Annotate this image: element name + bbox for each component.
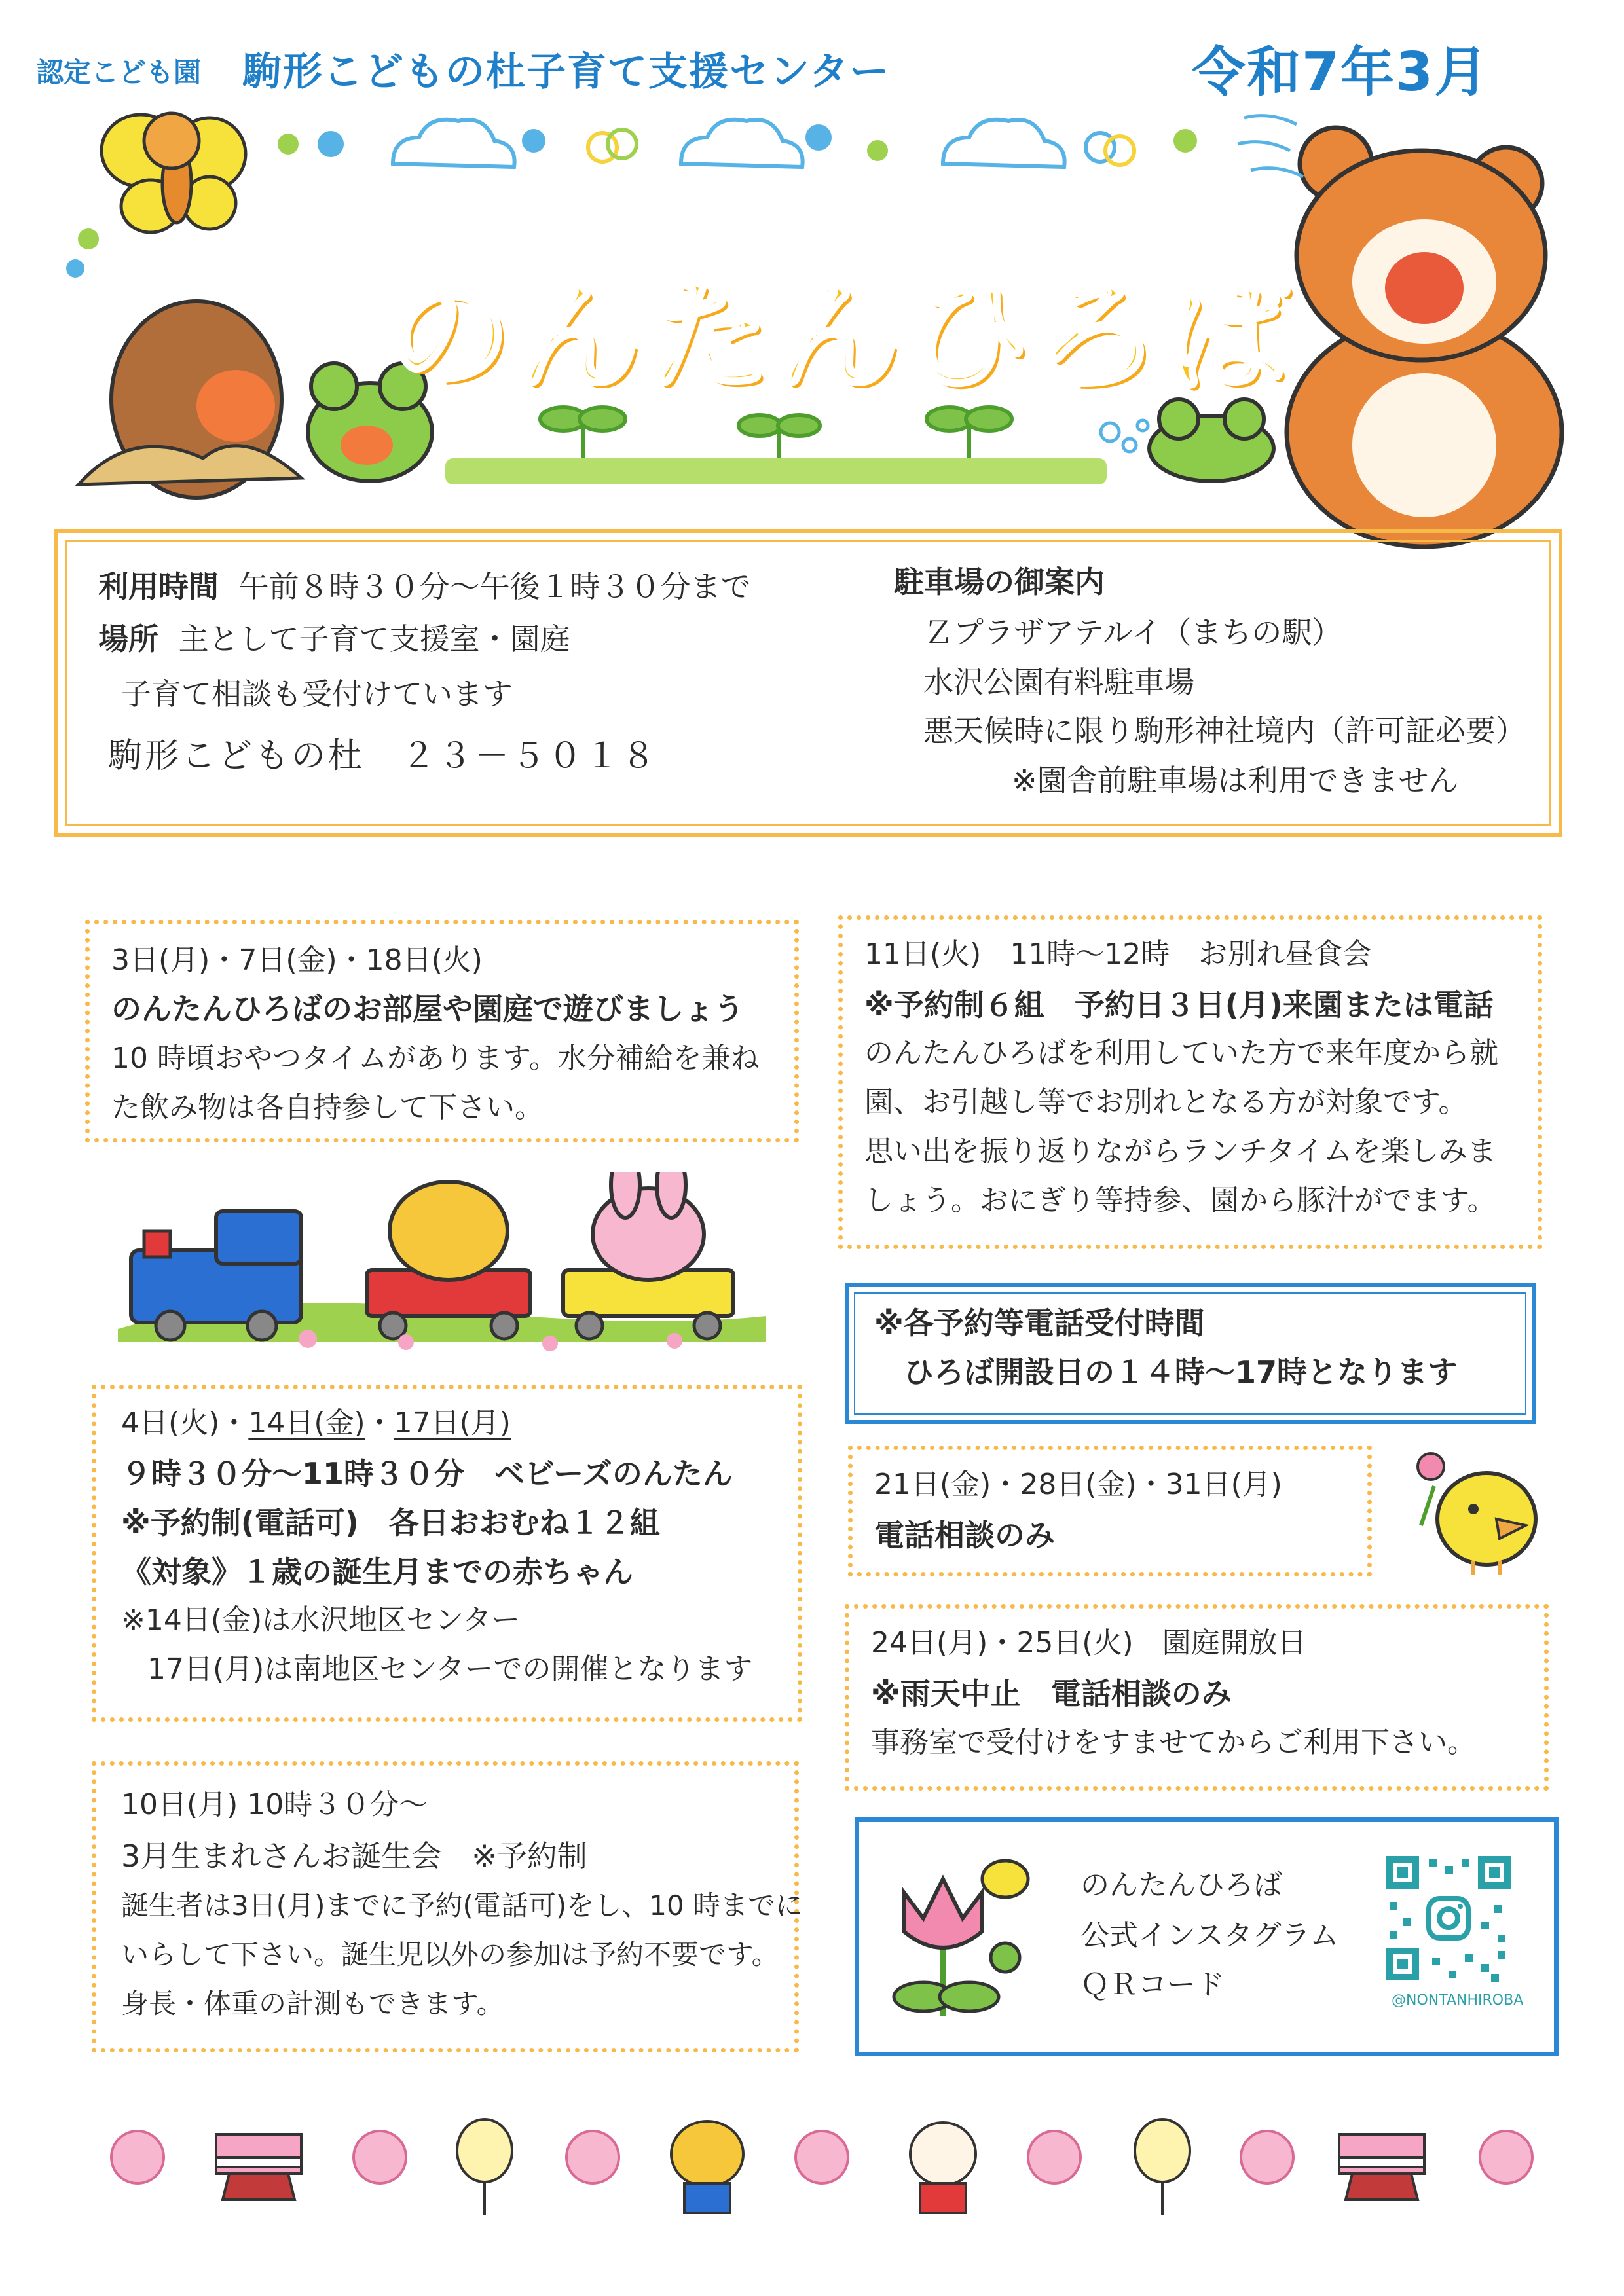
box4-dates: 21日(金)・28日(金)・31日(月) <box>874 1468 1282 1501</box>
box3-line1: ９時３０分～11時３０分 ベビーズのんたん <box>121 1456 733 1491</box>
insta-line2: 公式インスタグラム <box>1080 1919 1339 1952</box>
place-label: 場所 <box>98 621 158 657</box>
box3-line3: 《対象》１歳の誕生月までの赤ちゃん <box>121 1554 633 1590</box>
insta-line1: のんたんひろば <box>1080 1868 1282 1902</box>
hours-label: 利用時間 <box>98 569 219 604</box>
phone-line: 駒形こどもの杜 ２３－５０１８ <box>108 737 659 776</box>
event-box-phone-consult <box>848 1446 1372 1576</box>
parking-item-3: 悪天候時に限り駒形神社境内（許可証必要） <box>923 713 1526 748</box>
box3-line5: 17日(月)は南地区センターでの開催となります <box>147 1652 753 1686</box>
box3-date-17: 17日(月) <box>394 1406 511 1440</box>
issue-date: 令和7年3月 <box>1192 41 1490 103</box>
box2-line4: 思い出を振り返りながらランチタイムを楽しみま <box>864 1135 1496 1168</box>
parking-item-1: Ｚプラザアテルイ（まちの駅） <box>923 615 1342 650</box>
box2-line1: ※予約制６組 予約日３日(月)来園または電話 <box>864 987 1494 1023</box>
box4-line1: 電話相談のみ <box>874 1518 1055 1553</box>
org-name: 駒形こどもの杜子育て支援センター <box>242 49 891 95</box>
box1-dates: 3日(月)・7日(金)・18日(火) <box>111 943 483 977</box>
box3-date-sep: ・ <box>365 1406 394 1440</box>
box1-line1: のんたんひろばのお部屋や園庭で遊びましょう <box>111 991 744 1027</box>
train-illustration <box>118 1172 773 1355</box>
tulip-illustration <box>884 1853 1041 2023</box>
box5-title: 24日(月)・25日(火) 園庭開放日 <box>871 1626 1306 1660</box>
qr-code-icon[interactable] <box>1383 1853 1514 1984</box>
box3-date-14: 14日(金) <box>248 1406 365 1440</box>
insta-line3: ＱＲコード <box>1080 1968 1225 2001</box>
parking-title: 駐車場の御案内 <box>894 564 1105 600</box>
box6-line3: いらして下さい。誕生児以外の参加は予約不要です。 <box>121 1939 779 1971</box>
box5-line2: 事務室で受付けをすませてからご利用下さい。 <box>871 1726 1476 1759</box>
box2-line5: しょう。おにぎり等持参、園から豚汁がでます。 <box>864 1184 1496 1217</box>
box6-line2: 誕生者は3日(月)までに予約(電話可)をし、10 時までに <box>121 1889 803 1922</box>
hours-row <box>98 564 751 610</box>
place-value: 主として子育て支援室・園庭 <box>178 621 570 657</box>
phone-hours-line2: ひろば開設日の１４時～17時となります <box>904 1355 1458 1390</box>
box6-line4: 身長・体重の計測もできます。 <box>121 1988 504 2020</box>
footer-decoration <box>0 2095 1624 2226</box>
box3-line4: ※14日(金)は水沢地区センター <box>121 1603 521 1637</box>
box3-dates <box>121 1406 511 1440</box>
hours-value: 午前８時３０分～午後１時３０分まで <box>238 569 751 604</box>
parking-item-2: 水沢公園有料駐車場 <box>923 665 1194 700</box>
box2-title: 11日(火) 11時～12時 お別れ昼食会 <box>864 938 1372 971</box>
box2-line3: 園、お引越し等でお別れとなる方が対象です。 <box>864 1085 1467 1119</box>
place-row <box>98 617 570 662</box>
box1-line3: た飲み物は各自持参して下さい。 <box>111 1091 544 1124</box>
parking-note: ※園舎前駐車場は利用できません <box>1012 763 1459 798</box>
box3-line2: ※予約制(電話可) 各日おおむね１２組 <box>121 1505 660 1540</box>
chick-illustration <box>1408 1427 1552 1578</box>
phone-hours-line1: ※各予約等電話受付時間 <box>874 1305 1205 1341</box>
main-title: のんたんひろば <box>386 263 1295 408</box>
phone-hours-box <box>845 1283 1536 1424</box>
box3-date-4: 4日(火)・ <box>121 1406 249 1440</box>
box2-line2: のんたんひろばを利用していた方で来年度から就 <box>864 1036 1498 1070</box>
box6-line1: 3月生まれさんお誕生会 ※予約制 <box>121 1838 587 1874</box>
insta-handle: @NONTANHIROBA <box>1392 1992 1524 2009</box>
org-type-label: 認定こども園 <box>36 56 202 88</box>
consult-text: 子育て相談も受付けています <box>121 676 513 712</box>
box1-line2: 10 時頃おやつタイムがあります。水分補給を兼ね <box>111 1042 760 1075</box>
box5-line1: ※雨天中止 電話相談のみ <box>871 1676 1232 1711</box>
box6-title: 10日(月) 10時３０分～ <box>121 1788 428 1821</box>
